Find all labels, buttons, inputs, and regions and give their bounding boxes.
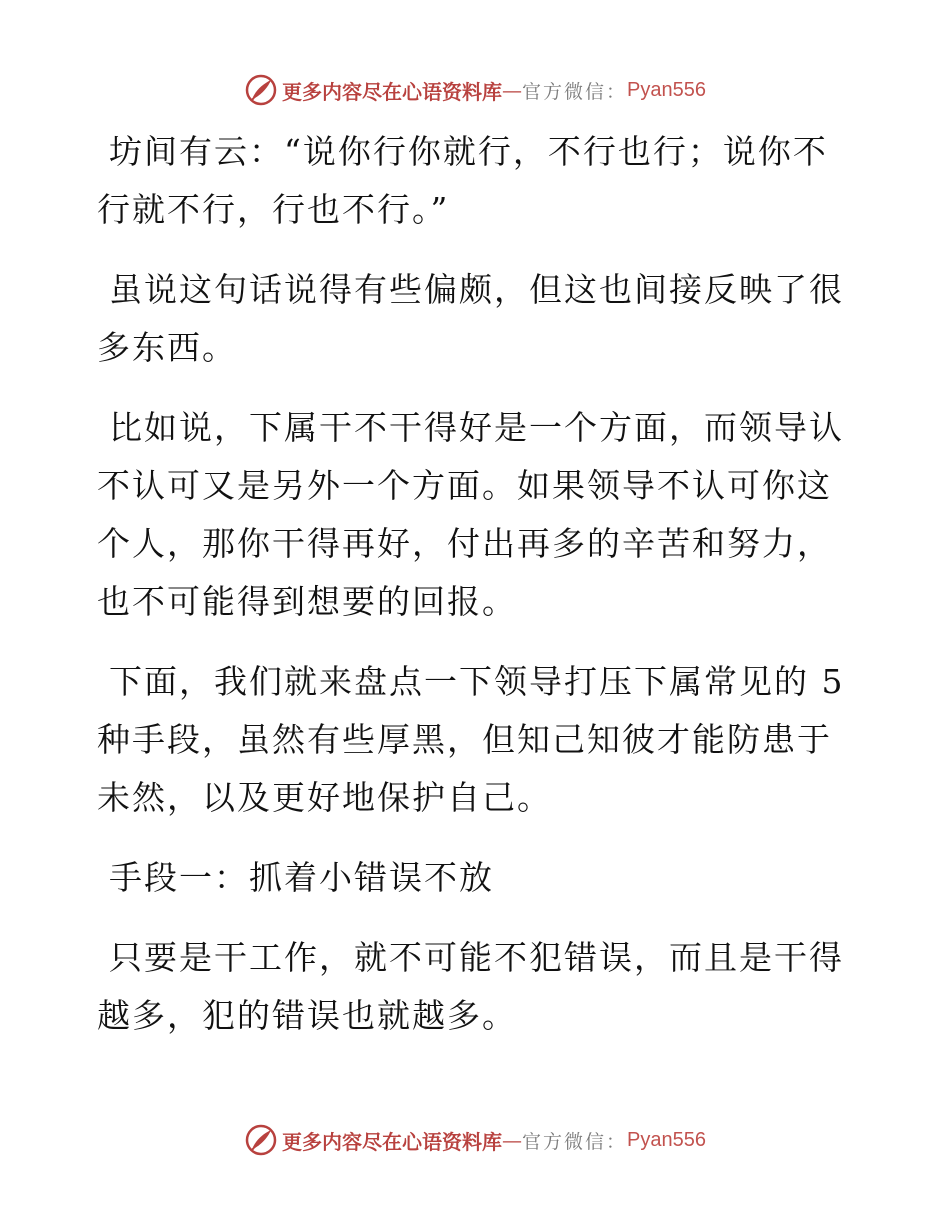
quill-pen-logo-icon (244, 73, 278, 107)
paragraph: 只要是干工作，就不可能不犯错误，而且是干得越多，犯的错误也就越多。 (97, 938, 844, 1035)
brand-text: 更多内容尽在心语资料库 (282, 1129, 502, 1154)
paragraph: 下面，我们就来盘点一下领导打压下属常见的 5 种手段，虽然有些厚黑，但知己知彼才能防患于未然，以及更好地保护自己。 (97, 662, 845, 817)
wechat-id: Pyan556 (627, 78, 706, 101)
wechat-id: Pyan556 (627, 1128, 706, 1151)
paragraph: 坊间有云：“说你行你就行，不行也行；说你不行就不行，行也不行。” (97, 132, 828, 229)
separator: — (502, 1128, 522, 1152)
wechat-label: 官方微信： (522, 1130, 628, 1153)
document-body (97, 123, 857, 1067)
quill-pen-logo-icon (244, 1123, 278, 1157)
header-watermark (0, 70, 950, 110)
footer-watermark (0, 1120, 950, 1160)
paragraph: 虽说这句话说得有些偏颇，但这也间接反映了很多东西。 (97, 270, 844, 367)
section-heading: 手段一：抓着小错误不放 (109, 858, 494, 897)
brand-text: 更多内容尽在心语资料库 (282, 79, 502, 104)
wechat-label: 官方微信： (522, 80, 628, 103)
separator: — (502, 78, 522, 102)
paragraph: 比如说，下属干不干得好是一个方面，而领导认不认可又是另外一个方面。如果领导不认可你这个人，那你干得再好，付出再多的辛苦和努力，也不可能得到想要的回报。 (97, 408, 844, 621)
